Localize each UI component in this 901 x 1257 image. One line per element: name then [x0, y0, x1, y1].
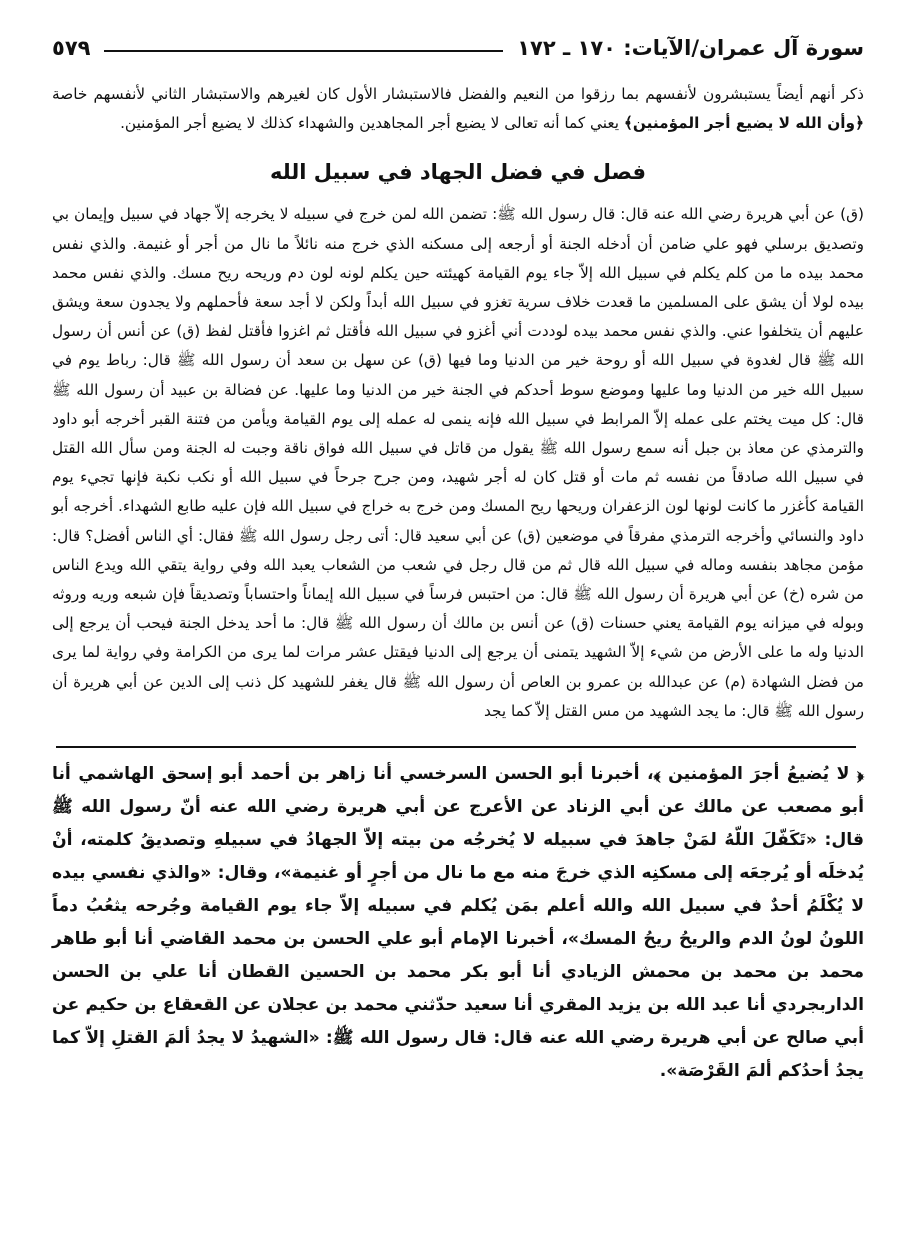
intro-paragraph — [52, 80, 864, 138]
header-rule — [104, 50, 503, 52]
page — [52, 24, 864, 1088]
quranic-verse: ﴿وأن الله لا يضيع أجر المؤمنين﴾ — [623, 114, 864, 133]
footnote-divider — [56, 746, 856, 748]
header-title: سورة آل عمران/الآيات: ١٧٠ ـ ١٧٢ — [517, 36, 864, 60]
page-number: ٥٧٩ — [52, 36, 91, 60]
intro-text-before: ذكر أنهم أيضاً يستبشرون لأنفسهم بما رزقوا من النعيم والفضل فالاستبشار الأول كان لغيرهم والاستبشار الثاني لأنفسهم خاصة — [52, 85, 864, 103]
running-header — [52, 24, 864, 60]
footnote-paragraph: ﴿ لا يُضيعُ أجرَ المؤمنين ﴾، أخبرنا أبو الحسن السرخسي أنا زاهر بن أحمد أبو إسحق الهاشمي أنا أبو مصعب عن مالك عن أبي الزناد عن الأعرج عن أبي هريرة رضي الله عنه أنّ رسول الله ﷺ قال: «تَكَفّلَ اللّهُ لمَنْ جاهدَ في سبيله لا يُخرجُه من بيته إلاّ الجهادُ في سبيلهِ وتصديقُ كلمته، أنْ يُدخلَه أو يُرجعَه إلى مسكنِه الذي خرجَ منه مع ما نال من أجرٍ أو غنيمة»، وقال: «والذي نفسي بيده لا يُكْلَمُ أحدٌ في سبيل الله والله أعلم بمَن يُكلم في سبيله إلاّ جاء يوم القيامة وجُرحه يثعُبُ دماً اللونُ لونُ الدم والريحُ ريحُ المسك»، أخبرنا الإمام أبو علي الحسن بن محمد القاضي أنا أبو طاهر محمد بن محمد بن محمش الزيادي أنا أبو بكر محمد بن الحسين القطان أنا علي بن الحسن الداربجردي أنا عبد الله بن يزيد المقري أنا سعيد حدّثني محمد بن عجلان عن القعقاع بن حكيم عن أبي صالح عن أبي هريرة رضي الله عنه قال: قال رسول الله ﷺ: «الشهيدُ لا يجدُ ألمَ القتلِ إلاّ كما يجدُ أحدُكم ألمَ القَرْصَة». — [52, 764, 864, 1082]
intro-text-after: يعني كما أنه تعالى لا يضيع أجر المجاهدين والشهداء كذلك لا يضيع أجر المؤمنين. — [120, 114, 619, 133]
main-text — [52, 80, 864, 726]
section-title: فصل في فضل الجهاد في سبيل الله — [270, 160, 646, 185]
footnote — [52, 758, 864, 1088]
body-paragraph: (ق) عن أبي هريرة رضي الله عنه قال: قال رسول الله ﷺ: تضمن الله لمن خرج في سبيله لا يخرجه إلاّ جهاد في سبيل وإيمان بي وتصديق برسلي فهو علي ضامن أن أدخله الجنة أو أرجعه إلى مسكنه الذي خرج منه نائلاً ما نال من أجر أو غنيمة. والذي نفس محمد بيده ما من كلم يكلم في سبيل الله إلاّ جاء يوم القيامة كهيئته حين يكلم لونه لون دم وريحه ريح مسك. والذي نفس محمد بيده لولا أن يشق على المسلمين ما قعدت خلاف سرية تغزو في سبيل الله أبداً ولكن لا أجد سعة فأحملهم ولا يجدون سعة ويشق عليهم أن يتخلفوا عني. والذي نفس محمد بيده لوددت أني أغزو في سبيل الله فأقتل ثم اغزوا فأقتل لفظ (ق) عن أنس أن رسول الله ﷺ قال لغدوة في سبيل الله أو روحة خير من الدنيا وما فيها (ق) عن سهل بن سعد أن رسول الله ﷺ قال: رباط يوم في سبيل الله خير من الدنيا وما عليها وموضع سوط أحدكم في الجنة خير من الدنيا وما عليها. عن فضالة بن عبيد أن رسول الله ﷺ قال: كل ميت يختم على عمله إلاّ المرابط في سبيل الله فإنه ينمى له عمله إلى يوم القيامة ويأمن من فتنة القبر أخرجه أبو داود والترمذي عن معاذ بن جبل أنه سمع رسول الله ﷺ يقول من قاتل في سبيل الله فواق ناقة وجبت له الجنة ومن سأل الله القتل في سبيل الله صادقاً من نفسه ثم مات أو قتل كان له أجر شهيد، ومن جرح جرحاً في سبيل الله أو نكب نكبة فإنها تجيء يوم القيامة كأغزر ما كانت لونها لون الزعفران وريحها ريح المسك ومن خرج به خراج في سبيل الله فإن عليه طابع الشهداء. أخرجه أبو داود والنسائي وأخرجه الترمذي مفرقاً في موضعين (ق) عن أبي سعيد قال: أتى رجل رسول الله ﷺ فقال: أي الناس أفضل؟ قال: مؤمن مجاهد بنفسه وماله في سبيل الله قال ثم من قال رجل في شعب من الشعاب يعبد الله وفي رواية يتقي الله ويدع الناس من شره (خ) عن أبي هريرة أن رسول الله ﷺ قال: من احتبس فرساً في سبيل الله إيماناً واحتساباً وتصديقاً فإن شبعه وريه وروثه وبوله في ميزانه يوم القيامة يعني حسنات (ق) عن أنس بن مالك أن رسول الله ﷺ قال: ما أحد يدخل الجنة فيحب أن يرجع إلى الدنيا وله ما على الأرض من شيء إلاّ الشهيد يتمنى أن يرجع إلى الدنيا فيقتل عشر مرات لما يرى من الكرامة وفي رواية لما يرى من فضل الشهادة (م) عن عبدالله بن عمرو بن العاص أن رسول الله ﷺ قال يغفر للشهيد كل ذنب إلى الدين عن أبي هريرة أن رسول الله ﷺ قال: ما يجد الشهيد من مس القتل إلاّ كما يجد — [52, 205, 864, 720]
